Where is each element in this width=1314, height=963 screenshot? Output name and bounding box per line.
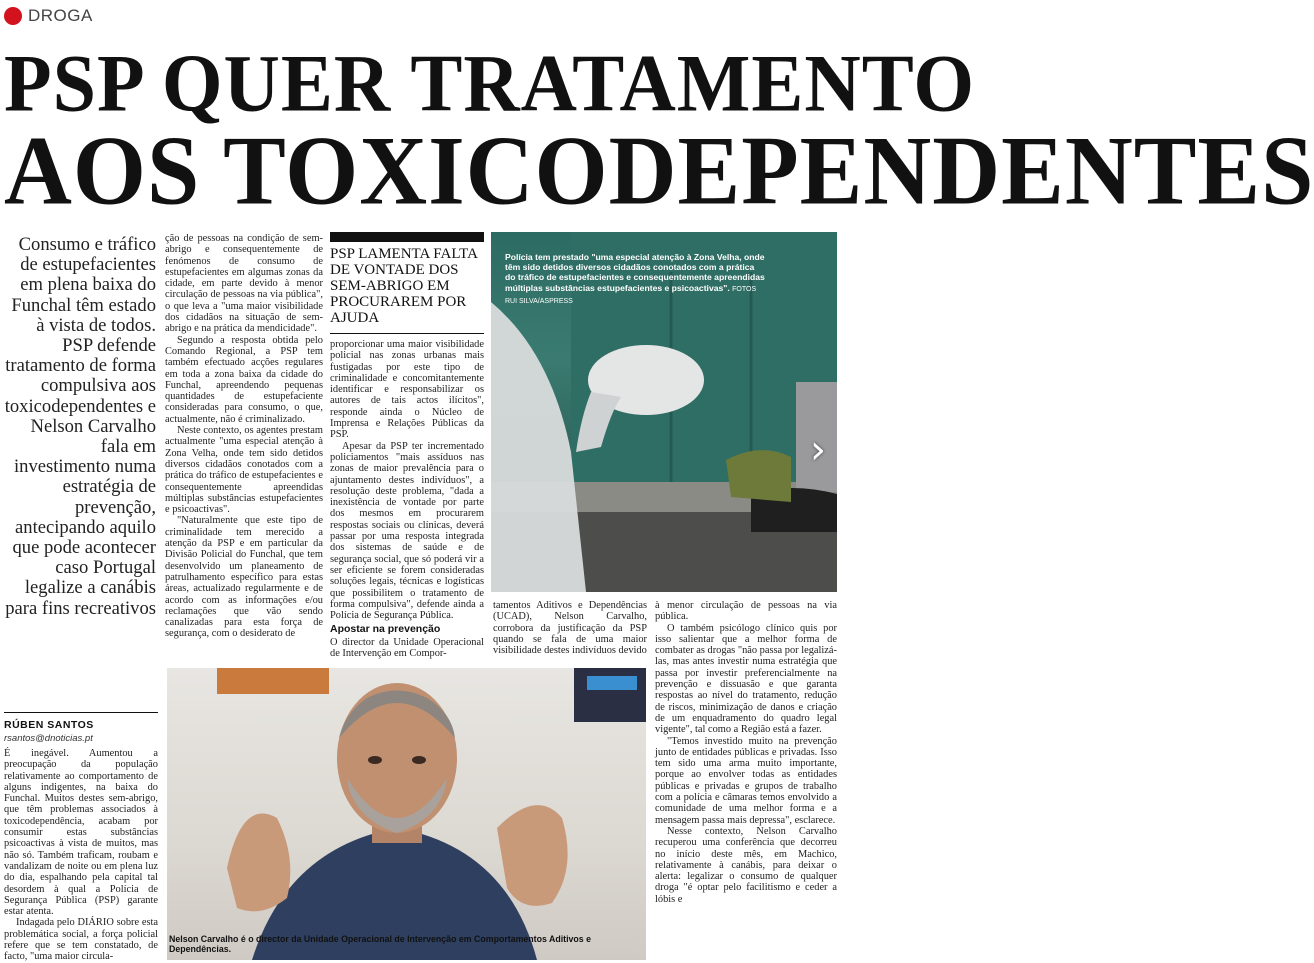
photo-caption bbox=[505, 252, 765, 307]
author-name: RÚBEN SANTOS bbox=[4, 719, 94, 731]
paragraph: "Naturalmente que este tipo de criminalidade tem merecido a atenção da PSP e em particular da Divisão Policial do Funchal, que tem desenvolvido um planeamento de patrulhamento específico para estas áreas, actualizado regularmente e de acordo com as informações e/ou reclamações que vão sendo canalizadas para esta força de segurança, com o desiderato de bbox=[165, 515, 323, 640]
byline-divider bbox=[4, 712, 158, 713]
article-column-2 bbox=[165, 233, 323, 640]
paragraph: Segundo a resposta obtida pelo Comando Regional, a PSP tem também efectuado acções regulares em toda a zona baixa da cidade do Funchal, apreendendo pequenas quantidades de estupefaciente consideradas para consumo, o que, actualmente, não é criminalizado. bbox=[165, 334, 323, 425]
article-column-1 bbox=[4, 748, 158, 963]
paragraph: ção de pessoas na condição de sem-abrigo e consequentemente de fenómenos de consumo de estupefacientes em algumas zonas da cidade, em parte devido à menor circulação de pessoas na via pública", o que leva a "uma maior visibilidade dos cidadãos na situação de sem-abrigo e na prática da mendicidade". bbox=[165, 233, 323, 335]
paragraph: Neste contexto, os agentes prestam actualmente "uma especial atenção à Zona Velha, onde tem sido detidos diversos cidadãos conotados com a prática do tráfico de estupefacientes e consequentemente apreendidas múltiplas substâncias estupefacientes e psicoactivas". bbox=[165, 425, 323, 516]
portrait-photo bbox=[167, 668, 646, 960]
street-photo bbox=[491, 232, 837, 592]
paragraph: Nesse contexto, Nelson Carvalho recuperou uma conferência que decorreu no início deste mês, em Machico, relativamente à canábis, para deixar o alerta: legalizar o consumo de qualquer droga "é optar pelo facilitismo e ceder a lóbis e bbox=[655, 825, 837, 905]
photo-caption-text: Polícia tem prestado "uma especial atenção à Zona Velha, onde têm sido detidos diversos cidadãos conotados com a prática do tráfico de estupefacientes e consequentemente apreendidas múltiplas substâncias estupefacientes e psicoactivas". bbox=[505, 252, 765, 293]
article-column-3 bbox=[330, 339, 484, 659]
lead-paragraph: Consumo e tráfico de estupefacientes em plena baixa do Funchal têm estado à vista de todos. PSP defende tratamento de forma compulsiva aos toxicodependentes e Nelson Carvalho fala em investimento numa estratégia de prevenção, antecipando aquilo que pode acontecer caso Portugal legalize a canábis para fins recreativos bbox=[4, 234, 156, 619]
subheading: Apostar na prevenção bbox=[330, 623, 441, 636]
paragraph: tamentos Aditivos e Dependências (UCAD), Nelson Carvalho, corrobora da justificação da PSP quando se fala de uma maior visibilidade destes indivíduos devido bbox=[493, 600, 647, 657]
paragraph: Apesar da PSP ter incrementado policiamentos "mais assíduos nas zonas de maior prevalência para o ajuntamento destes indivíduos", a resolução deste problema, "dada a inexistência de vontade por parte dos mesmos em procurarem respostas sociais ou clínicas, deverá passar por uma resposta integrada dos sistemas de saúde e de segurança social, que só poderá vir a ser eficiente se forem consideradas soluções legais, técnicas e logísticas que possibilitem o tratamento de forma compulsiva", defende ainda a Polícia de Segurança Pública. bbox=[330, 440, 484, 622]
paragraph: O director da Unidade Operacional de Intervenção em Compor- bbox=[330, 636, 484, 660]
portrait-caption: Nelson Carvalho é o director da Unidade Operacional de Intervenção em Comportamentos Aditivos e Dependências. bbox=[169, 934, 592, 954]
paragraph: Indagada pelo DIÁRIO sobre esta problemática social, a força policial refere que se tem constatado, de facto, "uma maior circula- bbox=[4, 917, 158, 963]
paragraph: O também psicólogo clínico quis por isso salientar que a melhor forma de combater as drogas "não passa por legalizá-las, mas antes investir numa estratégia que passa por investir preferencialmente na prevenção e dissuasão e que garanta respostas ao nível do tratamento, redução de riscos, minimização de danos e criação de um enquadramento do quadro legal vigente", tal como a Região está a fazer. bbox=[655, 622, 837, 736]
sidebox-divider bbox=[330, 333, 484, 334]
paragraph: proporcionar uma maior visibilidade policial nas zonas urbanas mais fustigadas por este tipo de criminalidade e concomitantemente identificar e responsabilizar os autores de tais actos ilícitos", responde ainda o Núcleo de Imprensa e Relações Públicas da PSP. bbox=[330, 339, 484, 441]
paragraph: É inegável. Aumentou a preocupação da população relativamente ao comportamento de alguns indigentes, na baixa do Funchal. Muitos destes sem-abrigo, que têm problemas associados à toxicodependência, acabam por consumir estas substâncias psicoactivas à vista de muitos, mas não só. Também traficam, roubam e vandalizam de noite ou em plena luz do dia, espalhando pela capital tal desordem à qual a Polícia de Segurança Pública (PSP) garante estar atenta. bbox=[4, 748, 158, 918]
portrait-illustration bbox=[167, 668, 646, 960]
byline bbox=[4, 719, 159, 744]
article-column-5 bbox=[655, 600, 837, 905]
headline-line-2: AOS TOXICODEPENDENTES bbox=[4, 116, 1314, 226]
section-tag bbox=[4, 6, 93, 26]
paragraph: à menor circulação de pessoas na via pública. bbox=[655, 600, 837, 623]
chevron-right-icon[interactable]: › bbox=[810, 427, 826, 473]
section-label: DROGA bbox=[28, 6, 93, 25]
photo-credit: FOTOS RUI SILVA/ASPRESS bbox=[505, 285, 757, 305]
article-column-4 bbox=[493, 600, 647, 656]
sidebar-box-title: PSP LAMENTA FALTA DE VONTADE DOS SEM-ABRIGO EM PROCURAREM POR AJUDA bbox=[330, 232, 484, 326]
section-dot-icon bbox=[4, 7, 22, 25]
paragraph: "Temos investido muito na prevenção junto de entidades públicas e privadas. Isso tem sido uma arma muito importante, porque ao envolver todas as entidades públicas e privadas e grupos de trabalho com a polícia e câmaras temos envolvido a comunidade de uma melhor forma e a mensagem passa mais depressa", esclarece. bbox=[655, 735, 837, 826]
headline-line-1: PSP QUER TRATAMENTO bbox=[4, 36, 976, 129]
author-email: rsantos@dnoticias.pt bbox=[4, 733, 93, 744]
